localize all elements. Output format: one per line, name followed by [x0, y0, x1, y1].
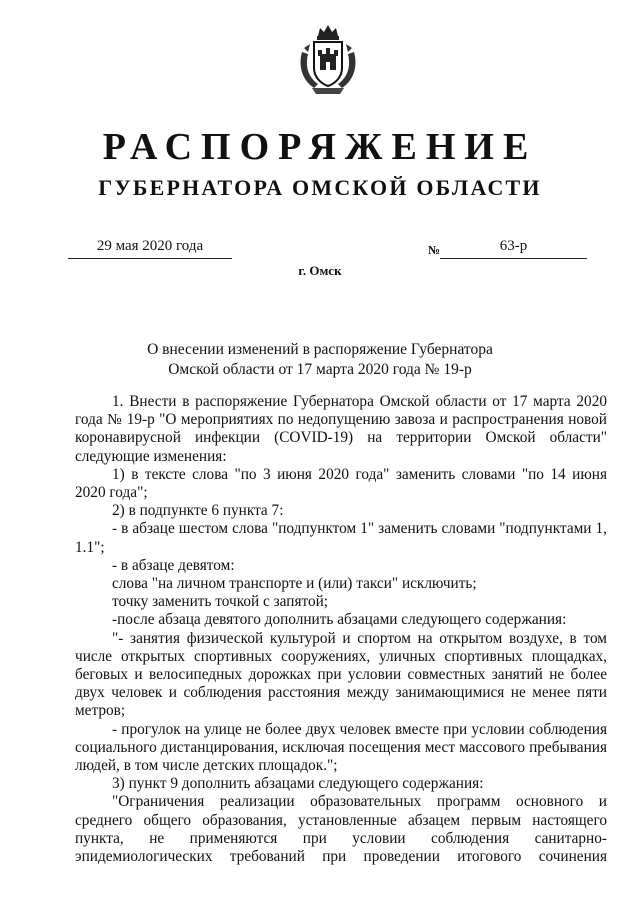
number-sign: № — [428, 243, 441, 257]
document-number: 63-р — [440, 236, 587, 259]
paragraph-1: 1. Внести в распоряжение Губернатора Омской области от 17 марта 2020 года № 19-р "О мероприятиях по недопущению завоза и распространения новой коронавирусной инфекции (COVID-19) на территории Омской области" следующие изменения: — [75, 393, 607, 465]
paragraph-6: слова "на личном транспорте и (или) такси" исключить; — [112, 575, 477, 593]
document-body — [75, 393, 607, 866]
document-subtitle: ГУБЕРНАТОРА ОМСКОЙ ОБЛАСТИ — [98, 175, 542, 200]
paragraph-5: - в абзаце девятом: — [112, 556, 235, 574]
paragraph-8: -после абзаца девятого дополнить абзацами следующего содержания: — [112, 611, 567, 629]
document-date: 29 мая 2020 года — [68, 236, 232, 259]
paragraph-11: 3) пункт 9 дополнить абзацами следующего содержания: — [112, 775, 484, 793]
paragraph-4: - в абзаце шестом слова "подпунктом 1" заменить словами "подпунктами 1, 1.1"; — [75, 520, 607, 556]
subject-line-1: О внесении изменений в распоряжение Губернатора — [147, 341, 493, 358]
document-title: РАСПОРЯЖЕНИЕ — [102, 126, 538, 168]
subject-line-2: Омской области от 17 марта 2020 года № 19-р — [168, 361, 472, 378]
document-city: г. Омск — [298, 263, 342, 278]
paragraph-2: 1) в тексте слова "по 3 июня 2020 года" заменить словами "по 14 июня 2020 года"; — [75, 465, 607, 502]
coat-of-arms-icon — [296, 22, 360, 96]
paragraph-9: "- занятия физической культурой и спортом на открытом воздухе, в том числе открытых спортивных сооружениях, уличных спортивных площадках, беговых и велосипедных дорожках при условии совместных занятий не более двух человек и соблюдения расстояния между занимающимися не менее пяти метров; — [75, 629, 607, 720]
paragraph-10: - прогулок на улице не более двух человек вместе при условии соблюдения социального дистанцирования, исключая посещения мест массового пребывания людей, в том числе детских площадок."; — [75, 720, 607, 775]
paragraph-7: точку заменить точкой с запятой; — [112, 593, 329, 611]
paragraph-12: "Ограничения реализации образовательных программ основного и среднего общего образования, установленные абзацем первым настоящего пункта, не применяются при условии соблюдения санитарно-эпидемиологических требований при проведении итогового сочинения — [75, 793, 607, 866]
paragraph-3: 2) в подпункте 6 пункта 7: — [112, 502, 284, 520]
document-subject — [0, 340, 640, 380]
